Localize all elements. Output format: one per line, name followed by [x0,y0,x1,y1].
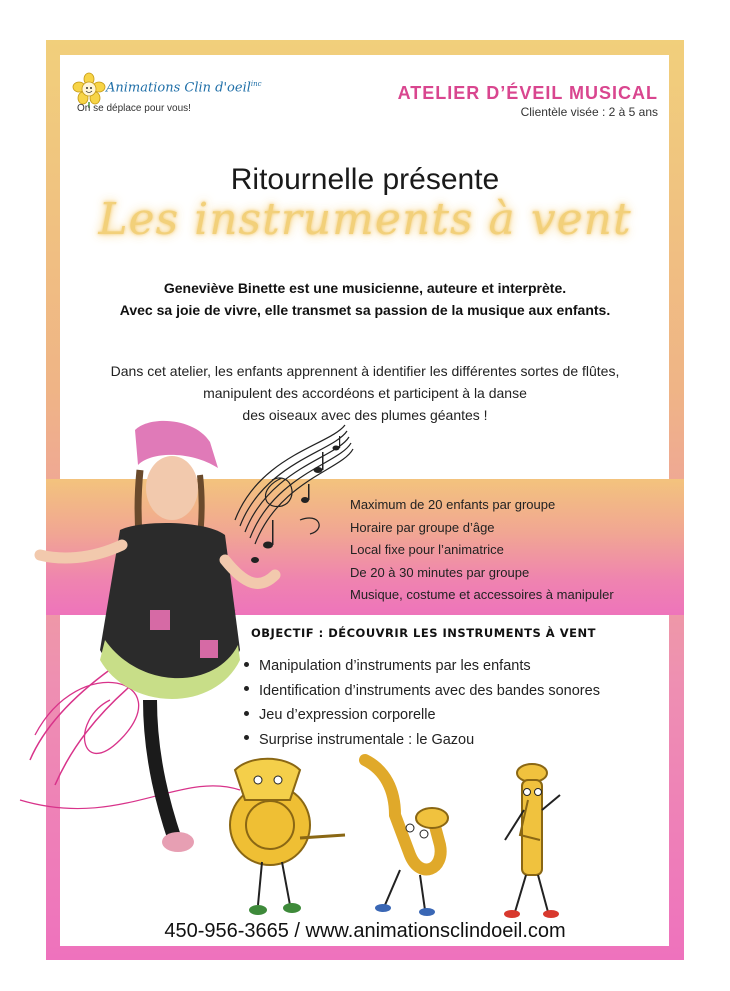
target-audience: Clientèle visée : 2 à 5 ans [520,105,658,119]
facts-list [350,494,614,607]
objective-text: Manipulation d’instruments par les enfants [259,658,531,674]
bullet-icon [244,735,249,740]
objective-text: Jeu d’expression corporelle [259,707,436,723]
contact-line: 450-956-3665 / www.animationsclindoeil.com [164,920,566,942]
presenter-line: Ritournelle présente [230,163,500,196]
workshop-title: ATELIER D’ÉVEIL MUSICAL [397,83,658,103]
intro-line: Avec sa joie de vivre, elle transmet sa passion de la musique aux enfants. [119,302,611,318]
objective-item [244,703,600,728]
objective-heading: OBJECTIF : DÉCOUVRIR LES INSTRUMENTS À VENT [251,626,596,640]
intro-line: Geneviève Binette est une musicienne, auteure et interprète. [163,280,567,296]
bullet-icon [244,686,249,691]
description-line: Dans cet atelier, les enfants apprennent à identifier les différentes sortes de flûtes, [110,363,620,379]
fact-item: Horaire par groupe d’âge [350,519,495,535]
description-line: manipulent des accordéons et participent à la danse [203,385,527,401]
fact-item: De 20 à 30 minutes par groupe [350,564,530,580]
bullet-icon [244,711,249,716]
objective-text: Identification d’instruments avec des bandes sonores [259,682,600,699]
description-paragraph [0,360,730,426]
objective-item [244,728,600,753]
program-title: Les instruments à vent [98,194,632,245]
objective-item [244,679,600,704]
intro-paragraph [0,277,730,321]
company-logo [72,72,262,122]
fact-item: Local fixe pour l’animatrice [350,542,504,557]
fact-item: Musique, costume et accessoires à manipuler [350,587,614,602]
objective-text: Surprise instrumentale : le Gazou [259,731,475,748]
bullet-icon [244,662,249,667]
objective-list [244,654,600,752]
logo-tagline: On se déplace pour vous! [77,103,191,114]
description-line: des oiseaux avec des plumes géantes ! [242,407,488,423]
objective-item [244,654,600,679]
logo-name: Animations Clin d'oeil$^{inc}$ [106,80,262,96]
fact-item: Maximum de 20 enfants par groupe [350,497,556,512]
